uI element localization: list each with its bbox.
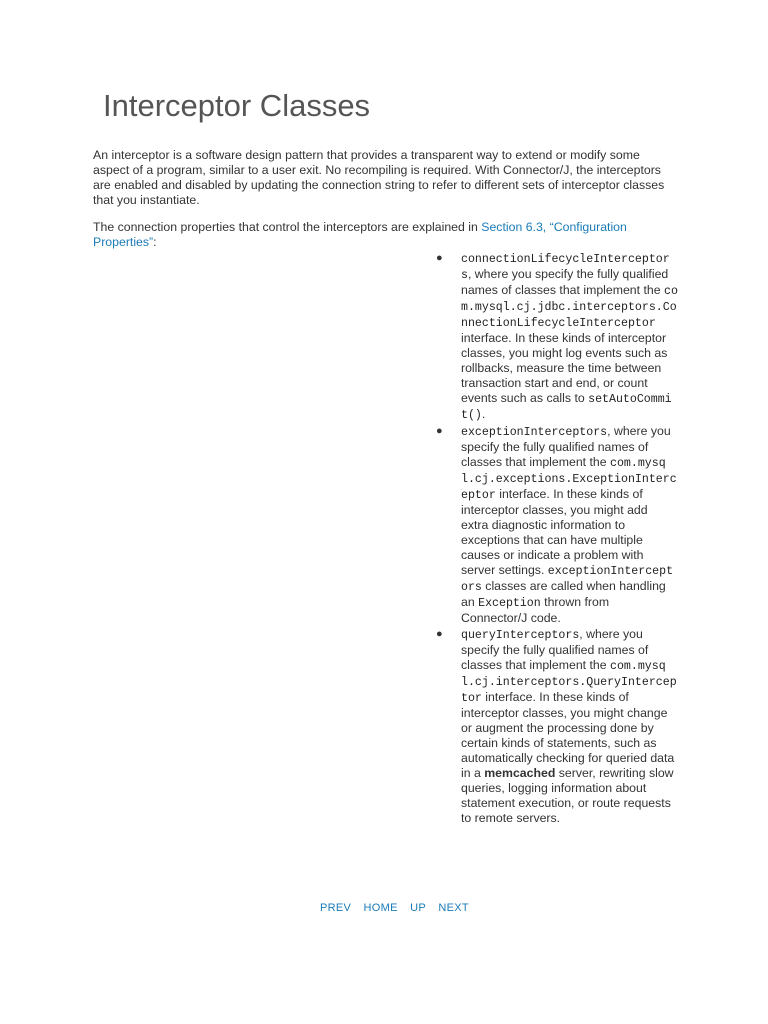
bullet-icon: ● — [436, 628, 443, 640]
interceptor-properties-list — [434, 251, 678, 827]
item-text: , where you specify the fully qualified names of classes that implement the — [461, 267, 669, 297]
property-name: exceptionInterceptors — [461, 426, 608, 439]
properties-intro-suffix: : — [153, 235, 157, 249]
intro-paragraph: An interceptor is a software design pattern that provides a transparent way to extend or modify some aspect of a program, similar to a user exit. No recompiling is required. With Connector/J, the interceptors are enabled and disabled by updating the connection string to refer to different sets of interceptor classes that you instantiate. — [93, 148, 665, 207]
property-name: connectionLifecycleInterceptors — [461, 253, 670, 282]
item-text: , where you specify the fully qualified names of classes that implement the — [461, 424, 671, 469]
interface-name: com.mysql.cj.interceptors.QueryInterceptor — [461, 660, 677, 705]
properties-intro-text: The connection properties that control the interceptors are explained in — [93, 220, 482, 234]
item-text: interface. In these kinds of interceptor classes, you might add extra diagnostic information to exceptions that can have multiple causes or indicate a problem with server settings. — [461, 487, 648, 577]
list-item-exception-interceptors — [434, 424, 678, 626]
item-text: interface. In these kinds of interceptor classes, you might log events such as rollbacks, measure the time between transaction start and end, or count events such as calls to — [461, 331, 668, 405]
bullet-icon: ● — [436, 425, 443, 437]
home-link[interactable]: HOME — [363, 902, 398, 914]
interface-name: com.mysql.cj.exceptions.ExceptionInterceptor — [461, 457, 677, 502]
up-link[interactable]: UP — [410, 902, 426, 914]
item-text: thrown from Connector/J code. — [461, 595, 610, 625]
item-text: . — [481, 407, 486, 421]
bullet-icon: ● — [436, 252, 443, 264]
item-text: server, rewriting slow queries, logging information about statement execution, or route requests to remote servers. — [461, 766, 674, 825]
interface-name: com.mysql.cj.jdbc.interceptors.ConnectionLifecycleInterceptor — [461, 285, 678, 330]
item-text: interface. In these kinds of interceptor classes, you might change or augment the processing done by certain kinds of statements, such as automatically checking for queried data in a — [461, 690, 675, 780]
prev-link[interactable]: PREV — [320, 902, 352, 914]
list-item-connection-lifecycle-interceptors — [434, 251, 678, 423]
property-name-inline: exceptionInterceptors — [461, 565, 674, 594]
properties-intro-paragraph — [93, 220, 668, 250]
configuration-properties-link[interactable]: Section 6.3, “Configuration Properties” — [93, 220, 627, 249]
page-navigation — [320, 902, 478, 914]
method-name: setAutoCommit() — [461, 393, 672, 422]
next-link[interactable]: NEXT — [438, 902, 469, 914]
class-name: Exception — [478, 597, 541, 610]
page-title: Interceptor Classes — [103, 88, 371, 123]
item-text: classes are called when handling an — [461, 579, 666, 609]
list-item-query-interceptors — [434, 627, 678, 826]
product-name: memcached — [484, 766, 556, 780]
property-name: queryInterceptors — [461, 629, 580, 642]
item-text: , where you specify the fully qualified names of classes that implement the — [461, 627, 649, 672]
